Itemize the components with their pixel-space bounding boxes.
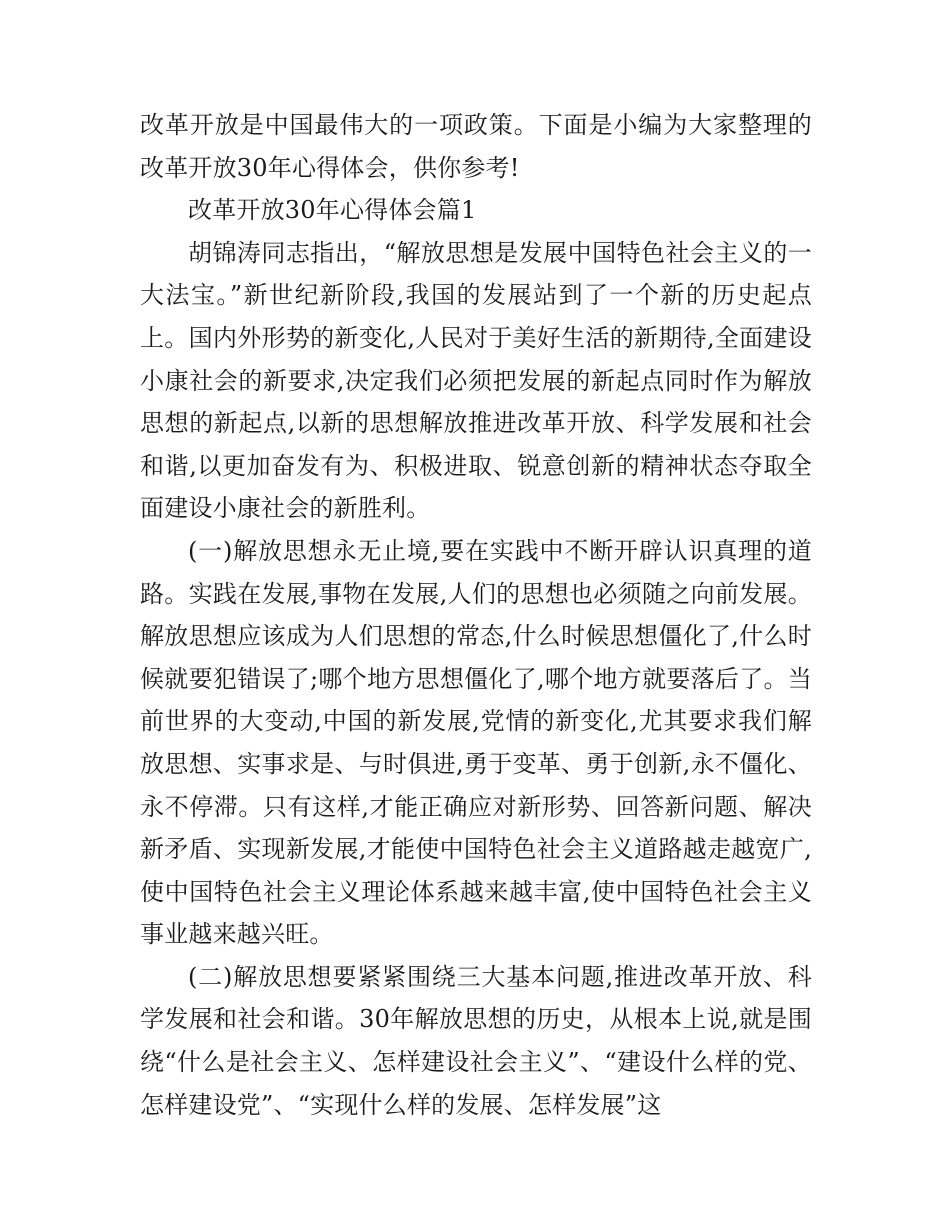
intro-paragraph: 改革开放是中国最伟大的一项政策。下面是小编为大家整理的改革开放30年心得体会，供你参考! bbox=[140, 111, 812, 182]
body-paragraph-2: (一)解放思想永无止境,要在实践中不断开辟认识真理的道路。实践在发展,事物在发展,人们的思想也必须随之向前发展。解放思想应该成为人们思想的常态,什么时候思想僵化了,什么时候就要犯错误了;哪个地方思想僵化了,哪个地方就要落后了。当前世界的大变动,中国的新发展,党情的新变化,尤其要求我们解放思想、实事求是、与时俱进,勇于变革、勇于创新,永不僵化、永不停滞。只有这样,才能正确应对新形势、回答新问题、解决新矛盾、实现新发展,才能使中国特色社会主义道路越走越宽广,使中国特色社会主义理论体系越来越丰富,使中国特色社会主义事业越来越兴旺。 bbox=[140, 536, 812, 949]
body-paragraph-1: 胡锦涛同志指出，“解放思想是发展中国特色社会主义的一大法宝。”新世纪新阶段,我国的发展站到了一个新的历史起点上。国内外形势的新变化,人民对于美好生活的新期待,全面建设小康社会的新要求,决定我们必须把发展的新起点同时作为解放思想的新起点,以新的思想解放推进改革开放、科学发展和社会和谐,以更加奋发有为、积极进取、锐意创新的精神状态夺取全面建设小康社会的新胜利。 bbox=[140, 238, 812, 523]
document-body bbox=[140, 104, 812, 1126]
section-heading: 改革开放30年心得体会篇1 bbox=[188, 196, 477, 225]
body-paragraph-3: (二)解放思想要紧紧围绕三大基本问题,推进改革开放、科学发展和社会和谐。30年解放思想的历史，从根本上说,就是围绕“什么是社会主义、怎样建设社会主义”、“建设什么样的党、怎样建设党”、“实现什么样的发展、怎样发展”这 bbox=[140, 962, 812, 1119]
